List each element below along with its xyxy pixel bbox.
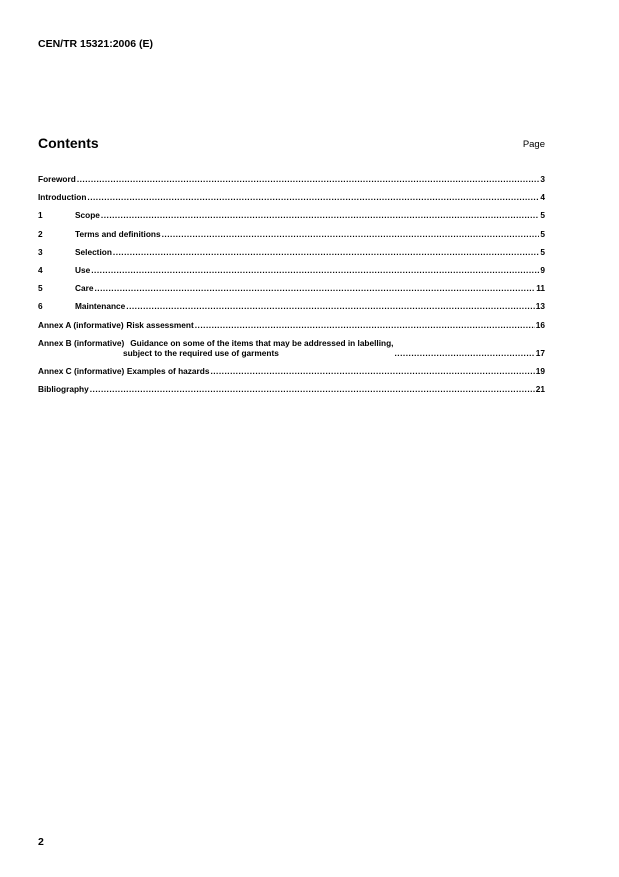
dot-leader <box>210 366 534 376</box>
toc-entry-number: 1 <box>38 210 43 221</box>
toc-entry-use[interactable] <box>38 265 545 275</box>
toc-entry-page: 13 <box>535 301 545 312</box>
toc-entry-title-continued: subject to the required use of garments <box>123 347 279 358</box>
toc-entry-title: Risk assessment <box>126 319 194 330</box>
toc-entry-title: Use <box>75 264 91 275</box>
dot-leader <box>77 174 540 184</box>
toc-entry-page: 3 <box>540 174 545 184</box>
page-number: 2 <box>38 836 44 848</box>
toc-entry-introduction[interactable] <box>38 192 545 202</box>
toc-entry-page: 17 <box>535 347 545 358</box>
table-of-contents <box>38 174 545 402</box>
toc-entry-maintenance[interactable] <box>38 301 545 311</box>
toc-entry-page: 4 <box>540 192 545 203</box>
toc-entry-title: Terms and definitions <box>75 228 161 239</box>
toc-entry-page: 5 <box>540 246 545 257</box>
toc-entry-page: 21 <box>535 384 545 395</box>
toc-entry-page: 19 <box>535 365 545 376</box>
toc-entry-number: 5 <box>38 283 43 294</box>
toc-entry-text <box>38 338 393 358</box>
toc-entry-title: Selection <box>75 246 112 257</box>
dot-leader <box>162 229 540 239</box>
annex-label: Annex C (informative) <box>38 365 125 376</box>
dot-leader <box>113 247 539 257</box>
toc-entry-number: 6 <box>38 301 43 312</box>
dot-leader <box>91 265 539 275</box>
toc-entry-annex-a[interactable] <box>38 320 545 330</box>
toc-entry-title: Introduction <box>38 192 87 203</box>
toc-entry-page: 9 <box>540 264 545 275</box>
toc-entry-title: Guidance on some of the items that may be addressed in labelling, <box>130 337 394 348</box>
toc-entry-page: 11 <box>536 283 545 294</box>
toc-entry-bibliography[interactable] <box>38 384 545 394</box>
toc-entry-selection[interactable] <box>38 247 545 257</box>
toc-entry-page: 5 <box>540 210 545 221</box>
dot-leader <box>87 192 539 202</box>
dot-leader <box>126 301 535 311</box>
toc-entry-terms-and-definitions[interactable] <box>38 229 545 239</box>
dot-leader <box>195 320 535 330</box>
toc-entry-number: 2 <box>38 228 43 239</box>
toc-entry-care[interactable] <box>38 283 545 293</box>
toc-entry-scope[interactable] <box>38 210 545 220</box>
toc-entry-title: Foreword <box>38 174 76 184</box>
dot-leader <box>394 348 534 358</box>
toc-entry-page: 5 <box>540 228 545 239</box>
toc-entry-title: Maintenance <box>75 301 126 312</box>
dot-leader <box>101 210 539 220</box>
toc-entry-foreword[interactable] <box>38 174 545 184</box>
toc-entry-title: Care <box>75 283 94 294</box>
toc-entry-title: Scope <box>75 210 100 221</box>
toc-entry-number: 3 <box>38 246 43 257</box>
page-column-label: Page <box>522 139 545 150</box>
dot-leader <box>90 384 535 394</box>
toc-entry-number: 4 <box>38 264 43 275</box>
toc-entry-page: 16 <box>535 319 545 330</box>
annex-label: Annex A (informative) <box>38 319 124 330</box>
toc-entry-annex-c[interactable] <box>38 366 545 376</box>
toc-entry-title: Bibliography <box>38 384 89 395</box>
annex-label: Annex B (informative) <box>38 337 125 348</box>
toc-entry-annex-b[interactable] <box>38 338 545 358</box>
toc-entry-title: Examples of hazards <box>126 365 210 376</box>
dot-leader <box>94 283 535 293</box>
contents-heading: Contents <box>38 135 99 151</box>
document-id: CEN/TR 15321:2006 (E) <box>38 38 153 50</box>
